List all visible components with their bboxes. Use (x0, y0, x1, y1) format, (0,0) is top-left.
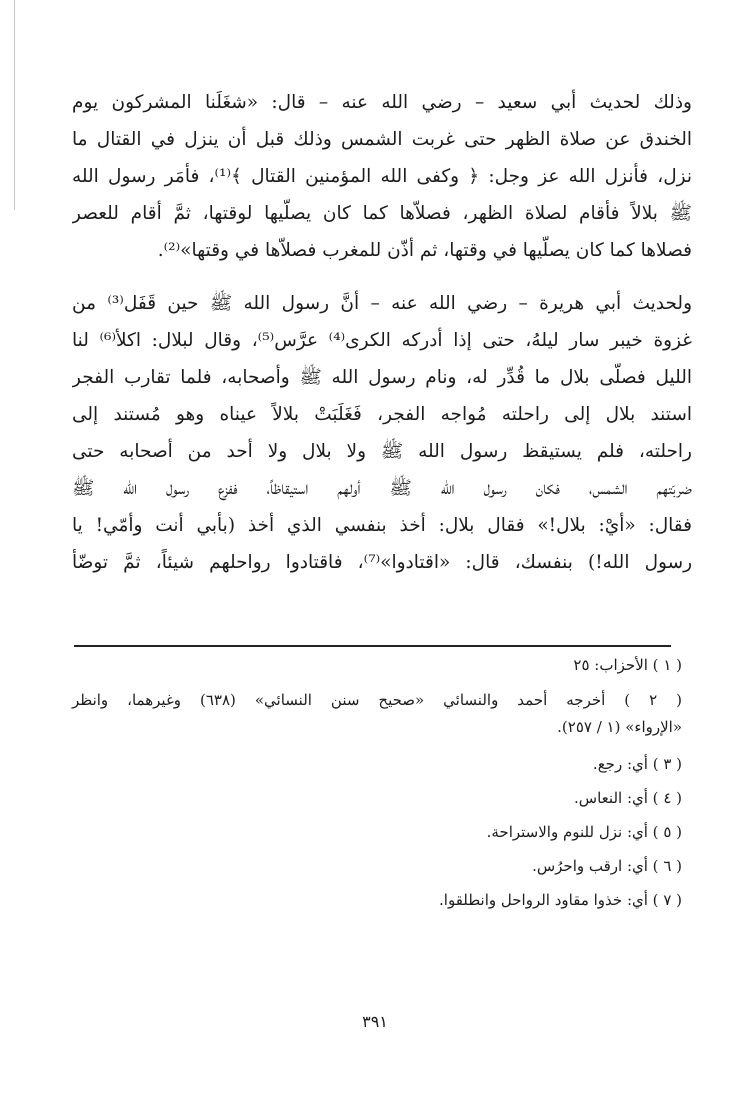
main-text (72, 84, 692, 581)
footnote-2-line-1: ( ٢ ) أخرجه أحمد والنسائي «صحيح سنن النسائي» (٦٣٨) وغيرهما، وانظر (72, 691, 682, 709)
text-line: استند بلال إلى راحلته مُواجه الفجر، فَغَلَبَتْ بلالاً عيناه وهو مُستند إلى (72, 404, 692, 425)
paragraph-gap (72, 269, 692, 285)
footnote-7: ( ٧ ) أي: خذوا مقاود الرواحل وانطلقوا. (439, 891, 682, 909)
text-line: وذلك لحديث أبي سعيد – رضي الله عنه – قال: «شغَلَنا المشركون يوم (72, 92, 692, 113)
text-line: فقال: «أيْ: بلال!» فقال بلال: أخذ بنفسي الذي أخذ (بأبي أنت وأمّي! يا (72, 515, 692, 536)
footnote-4: ( ٤ ) أي: النعاس. (574, 789, 682, 807)
text-line: الخندق عن صلاة الظهر حتى غربت الشمس وذلك قبل أن ينزل في القتال ما (72, 129, 692, 150)
text-line: فصلاها كما كان يصلّيها في وقتها، ثم أذّن للمغرب فصلاّها في وقتها»⁽²⁾. (157, 240, 692, 261)
text-line: نزل، فأنزل الله عز وجل: ﴿ وكفى الله المؤمنين القتال ﴾⁽¹⁾، فأمَر رسول الله (72, 166, 692, 187)
footnote-3: ( ٣ ) أي: رجع. (592, 755, 682, 773)
page-edge-mark (14, 0, 15, 210)
footnote-5: ( ٥ ) أي: نزل للنوم والاستراحة. (486, 823, 682, 841)
footnote-6: ( ٦ ) أي: ارقب واحرُس. (532, 857, 682, 875)
page-number: ٣٩١ (362, 1012, 388, 1031)
text-line: غزوة خيبر سار ليلهُ، حتى إذا أدركه الكرى⁽⁴⁾ عرَّس⁽⁵⁾، وقال لبلال: اكلأ⁽⁶⁾ لنا (72, 330, 692, 351)
text-line: رسول الله!) بنفسك، قال: «اقتادوا»⁽⁷⁾، فاقتادوا رواحلهم شيئاً، ثمَّ توضّأ (72, 552, 692, 573)
footnote-2-line-2: «الإرواء» (١ / ٢٥٧). (557, 718, 682, 736)
footnote-1: ( ١ ) الأحزاب: ٢٥ (573, 656, 682, 674)
footnote-2 (72, 684, 682, 749)
text-line: راحلته، فلم يستيقظ رسول الله ﷺ ولا بلال ولا أحد من أصحابه حتى (72, 441, 692, 462)
footnotes (72, 650, 682, 919)
text-line: ﷺ بلالاً فأقام لصلاة الظهر، فصلاّها كما كان يصلّيها لوقتها، ثمَّ أقام للعصر (72, 203, 692, 224)
text-line: ضربَتهم الشمس، فكان رسول الله ﷺ أولهم استيقاظاً، ففزع رسول الله ﷺ (72, 478, 692, 499)
footnote-separator (74, 645, 671, 647)
text-line: الليل فصلّى بلال ما قُدِّر له، ونام رسول الله ﷺ وأصحابه، فلما تقارب الفجر (72, 367, 692, 388)
text-line: ولحديث أبي هريرة – رضي الله عنه – أنَّ رسول الله ﷺ حين قَفَل⁽³⁾ من (72, 293, 692, 314)
